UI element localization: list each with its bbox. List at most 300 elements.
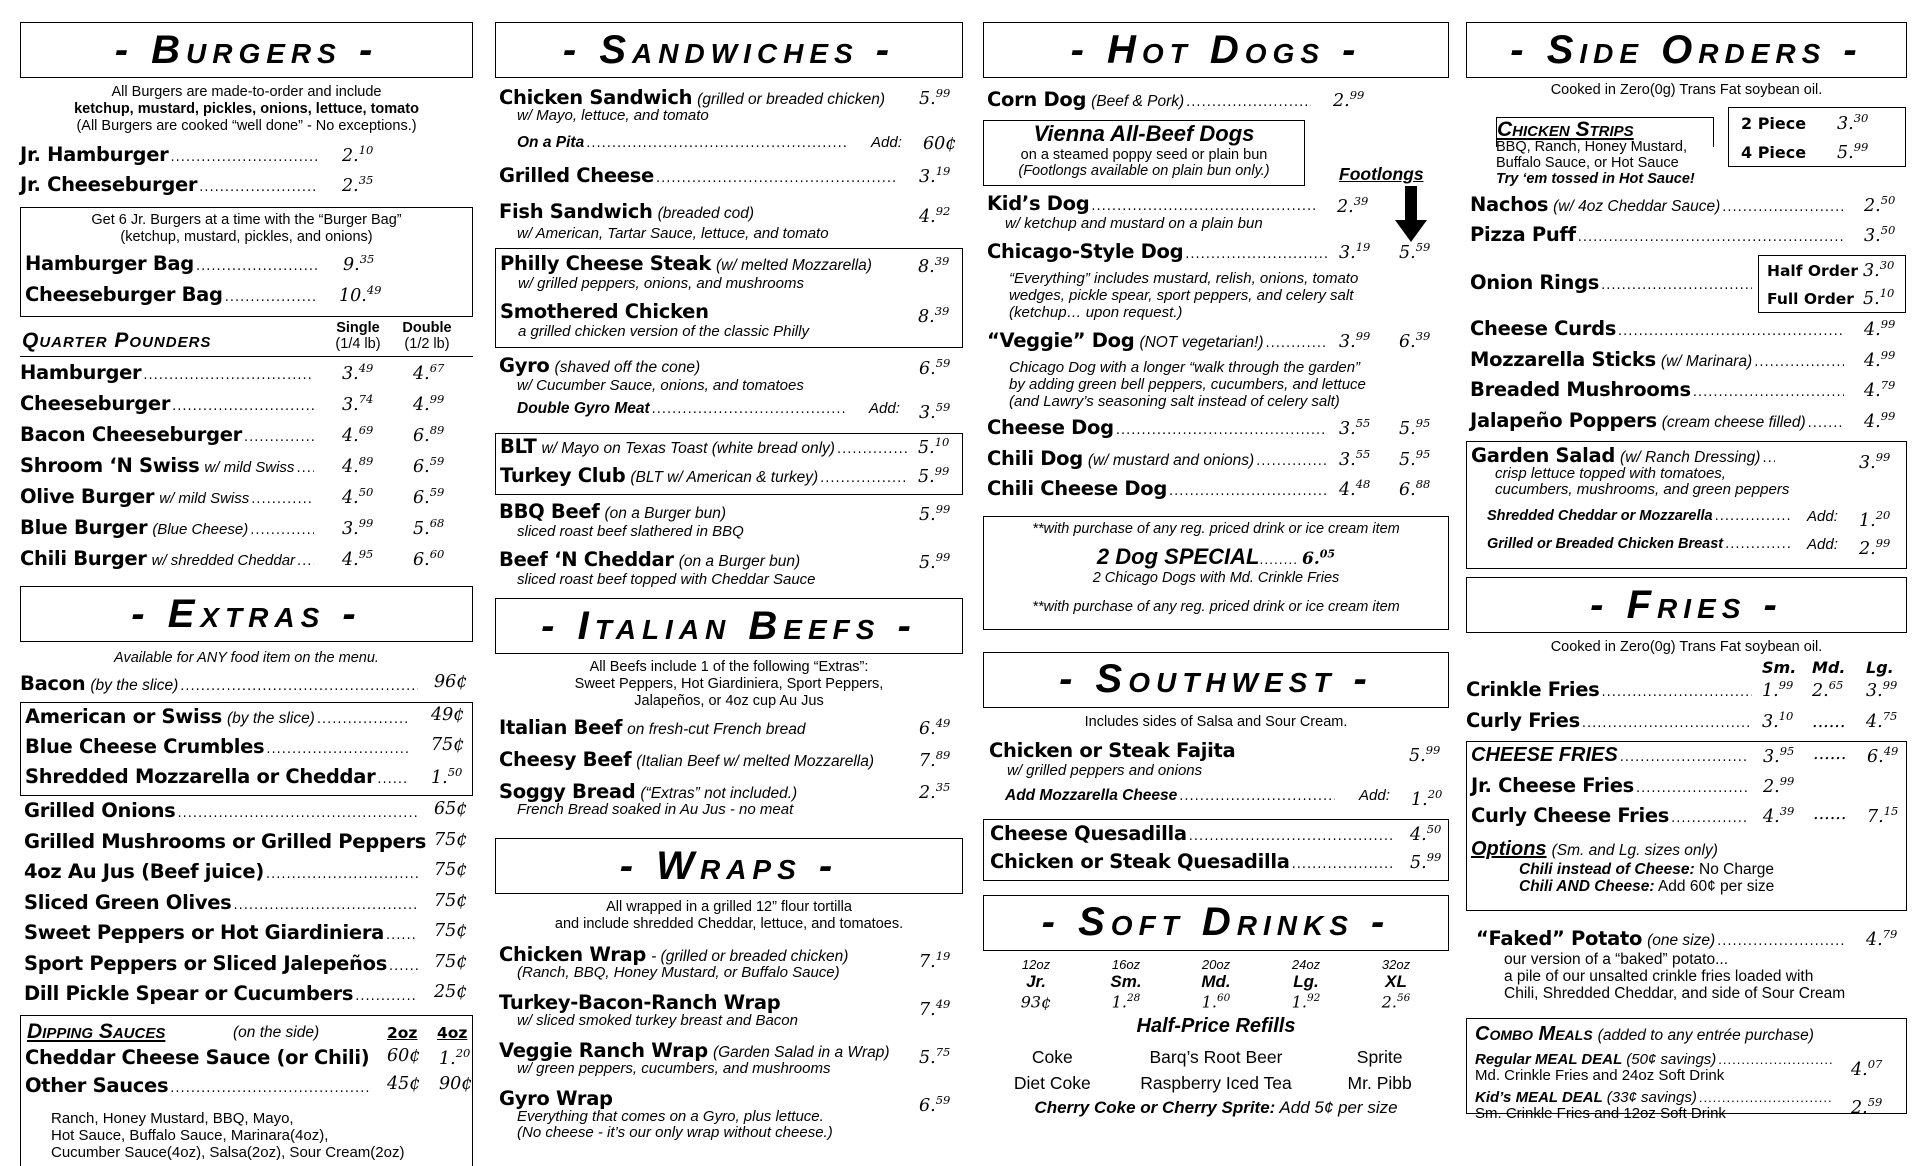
- faked-potato[interactable]: [1466, 927, 1907, 1002]
- menu-item-chicken-wrap[interactable]: [499, 943, 959, 981]
- item-name: Kid’s Dog: [987, 192, 1090, 215]
- item-desc: (w/ Ranch Dressing): [1620, 449, 1761, 466]
- extras-note: Available for ANY food item on the menu.: [114, 650, 379, 666]
- menu-item-soggy-bread[interactable]: [499, 780, 959, 806]
- dot-leader: [1754, 355, 1844, 370]
- menu-item-extra-grilled-mushrooms-or-grilled-peppers[interactable]: [24, 829, 468, 861]
- option-chili-instead[interactable]: [1519, 861, 1902, 878]
- menu-item-onion-rings[interactable]: [1470, 253, 1907, 315]
- item-price: [919, 780, 950, 803]
- item-name: Chili Burger: [20, 547, 147, 570]
- price-dollars: 5.: [1399, 242, 1416, 263]
- menu-item-crinkle-fries[interactable]: [1466, 678, 1898, 709]
- dot-leader: [266, 742, 409, 757]
- menu-item-bbq-beef[interactable]: [499, 500, 959, 524]
- price-cents: 99: [934, 464, 950, 478]
- fries-list: [1466, 678, 1907, 739]
- onion-rings-size-box: [1758, 255, 1906, 313]
- item-name: Sliced Green Olives: [24, 890, 232, 914]
- menu-item-other-sauces[interactable]: [25, 1073, 473, 1102]
- dot-leader: [1091, 199, 1315, 214]
- chicago-description: [987, 270, 1449, 321]
- price-dollars: 4.: [1864, 380, 1881, 401]
- menu-item-fish-sandwich[interactable]: [499, 200, 951, 227]
- menu-item-turkey-bacon-ranch-wrap[interactable]: [499, 991, 959, 1029]
- item-price: [1410, 822, 1441, 845]
- drink-flavor: Raspberry Iced Tea: [1140, 1072, 1292, 1093]
- item-price: [1863, 286, 1894, 309]
- dot-leader: [1620, 750, 1747, 765]
- menu-item-extra-sliced-green-olives[interactable]: [24, 890, 468, 922]
- combo-kid-s-meal-deal[interactable]: [1475, 1089, 1883, 1122]
- dot-leader: [1179, 789, 1335, 804]
- menu-item-italian-beef[interactable]: [499, 716, 959, 742]
- quarter-pounders-list: [20, 361, 473, 578]
- menu-item-fajita[interactable]: [989, 738, 1449, 766]
- item-price: [1864, 409, 1895, 432]
- price-cents: 49: [935, 997, 951, 1011]
- price-dollars: ......: [1812, 711, 1846, 732]
- price-cents: 99: [1875, 536, 1891, 550]
- item-price: [1333, 88, 1364, 111]
- menu-item-veggie-dog[interactable]: [987, 329, 1431, 359]
- price-small: [1763, 774, 1794, 797]
- item-price: [918, 254, 949, 277]
- dot-leader: [1671, 811, 1747, 826]
- add-label: Add:: [869, 400, 900, 417]
- menu-item-american-swiss[interactable]: [25, 705, 465, 735]
- price-cents: 95: [1415, 416, 1431, 430]
- price-cents: 89: [429, 423, 445, 437]
- dot-leader: [317, 712, 409, 727]
- sauce-list-line: Cucumber Sauce(4oz), Salsa(2oz), Sour Cream(2oz): [51, 1143, 405, 1161]
- item-price: [1864, 193, 1895, 216]
- price-cents: 35: [358, 173, 374, 187]
- menu-item-extra-sweet-peppers-or-hot-giardiniera[interactable]: [24, 921, 468, 952]
- price-dollars: 5.: [918, 466, 935, 487]
- faked-potato-desc: [1476, 951, 1907, 1002]
- item-desc: (Italian Beef w/ melted Mozzarella): [636, 753, 875, 770]
- item-price: [339, 283, 381, 306]
- price-dollars: 5.: [919, 1047, 936, 1068]
- add-label: Add:: [1807, 536, 1838, 553]
- item-price: 75¢: [431, 735, 465, 755]
- drink-flavors-row-1: [983, 1044, 1449, 1070]
- combo-regular-meal-deal[interactable]: [1475, 1051, 1883, 1084]
- menu-item-gyro-wrap[interactable]: [499, 1087, 959, 1141]
- price-dollars: 3.: [1866, 680, 1883, 701]
- item-name: Curly Fries: [1466, 708, 1580, 732]
- fries-size-headers: [1466, 656, 1907, 678]
- price-dollars: 3.: [342, 518, 359, 539]
- dot-leader: [1256, 454, 1327, 469]
- burgers-header: - Burgers -: [20, 22, 473, 78]
- option-chili-and-cheese[interactable]: [1519, 878, 1902, 895]
- drink-oz: 16oz: [1111, 956, 1141, 972]
- drink-size-label: Sm.: [1110, 971, 1142, 991]
- drink-oz: 12oz: [1021, 956, 1051, 972]
- dot-leader: [1718, 1052, 1833, 1068]
- menu-item-nachos[interactable]: [1470, 193, 1896, 223]
- menu-item-on-a-pita[interactable]: [499, 134, 957, 164]
- menu-item-cheddar-sauce[interactable]: [25, 1045, 471, 1074]
- price-dollars: 3.: [1837, 113, 1854, 134]
- item-name: Jalapeño Poppers: [1470, 408, 1657, 432]
- southwest-note: Includes sides of Salsa and Sour Cream.: [1084, 713, 1348, 730]
- burger-bag-note: (ketchup, mustard, pickles, and onions): [120, 229, 373, 245]
- price-cents: 20: [455, 1045, 471, 1060]
- item-sub: a grilled chicken version of the classic Philly: [518, 323, 809, 340]
- dot-leader: [1762, 451, 1775, 466]
- strips-2-piece[interactable]: [1729, 108, 1905, 137]
- dot-leader: [1715, 509, 1793, 524]
- menu-item-add-chicken-breast[interactable]: [1471, 536, 1891, 562]
- price-cents: 75: [935, 1045, 951, 1059]
- chicken-strips-area: [1466, 103, 1907, 185]
- menu-item-mozzarella-sticks[interactable]: [1470, 347, 1896, 379]
- price-cents: 79: [1880, 378, 1896, 392]
- price-dollars: 3.: [1763, 746, 1780, 767]
- item-desc: (Blue Cheese): [152, 521, 249, 538]
- item-price: [919, 550, 950, 573]
- drink-oz: 32oz: [1381, 956, 1411, 972]
- price-cents: 10: [1778, 708, 1794, 723]
- item-name: Grilled Cheese: [499, 164, 654, 187]
- item-name: Grilled Mushrooms or Grilled Peppers: [24, 829, 427, 853]
- price-dollars: 4.: [413, 394, 430, 415]
- item-price: [919, 949, 950, 972]
- price-cents: 55: [1355, 416, 1371, 430]
- menu-item-chicago-dog[interactable]: [987, 240, 1431, 270]
- size-label: Half Order: [1767, 262, 1858, 280]
- note-line: Jalapeños, or 4oz cup Au Jus: [634, 693, 824, 709]
- price-cents: 49: [935, 716, 951, 730]
- price-regular: [1339, 477, 1370, 500]
- item-price: [1851, 1094, 1882, 1116]
- dot-leader: [1808, 416, 1844, 431]
- price-dollars: 4.: [1410, 824, 1427, 845]
- item-price: [1859, 450, 1890, 473]
- item-price: 75¢: [434, 890, 468, 911]
- price-dollars: 4.: [1864, 411, 1881, 432]
- menu-item-blue-cheese-crumbles[interactable]: [25, 735, 465, 765]
- price-dollars: 6.: [413, 549, 430, 570]
- price-dollars: 6.: [919, 358, 936, 379]
- price-2oz: 60¢: [387, 1045, 421, 1066]
- options-title: Options: [1471, 838, 1547, 860]
- extras-list: [20, 799, 473, 1013]
- menu-item-hamburger-bag[interactable]: [25, 252, 375, 283]
- onion-rings-half[interactable]: [1759, 256, 1905, 284]
- menu-item-cheese-fries[interactable]: [1471, 744, 1899, 774]
- item-sub: w/ ketchup and mustard on a plain bun: [1005, 215, 1263, 232]
- item-desc: (w/ melted Mozzarella): [716, 257, 872, 274]
- combo-meals-desc: (added to any entrée purchase): [1597, 1027, 1814, 1044]
- price-cents: 30: [1879, 258, 1895, 272]
- price-dollars: 5.: [919, 552, 936, 573]
- price-cents: 99: [1779, 774, 1795, 788]
- menu-item-qp-bacon-cheeseburger[interactable]: [20, 423, 445, 454]
- dot-leader: [1169, 484, 1327, 499]
- chicken-strips-title: Chicken Strips: [1497, 118, 1634, 141]
- double-size-label: [395, 320, 459, 352]
- option-label: Chili AND Cheese:: [1519, 878, 1655, 895]
- menu-item-jr-cheese-fries[interactable]: [1471, 774, 1795, 804]
- menu-item-cheesy-beef[interactable]: [499, 748, 959, 774]
- item-name: On a Pita: [517, 134, 585, 151]
- vienna-note: (Footlongs available on plain bun only.): [1018, 163, 1270, 179]
- price-dollars: 1.: [1201, 991, 1217, 1011]
- vienna-box: [983, 120, 1305, 186]
- menu-item-qp-blue-burger[interactable]: [20, 516, 445, 547]
- menu-item-chili-cheese-dog[interactable]: [987, 477, 1431, 508]
- menu-item-extra-4oz-au-jus-beef-juice[interactable]: [24, 860, 468, 891]
- item-name: Chicken or Steak Fajita: [989, 738, 1236, 762]
- item-name: Dill Pickle Spear or Cucumbers: [24, 982, 354, 1005]
- dot-leader: [196, 259, 317, 274]
- price-footlong: [1399, 477, 1430, 500]
- onion-rings-full[interactable]: [1759, 284, 1905, 312]
- price-cents: 59: [935, 1093, 951, 1107]
- item-name: Pizza Puff: [1470, 223, 1576, 246]
- menu-item-double-gyro-meat[interactable]: [499, 400, 951, 430]
- menu-item-beef-n-cheddar[interactable]: [499, 548, 959, 572]
- price-dollars: 93¢: [1020, 991, 1052, 1011]
- item-name: Shredded Mozzarella or Cheddar: [25, 765, 376, 788]
- price-cents: 30: [1853, 111, 1869, 125]
- menu-item-cheese-curds[interactable]: [1470, 317, 1896, 348]
- item-sub: w/ green peppers, cucumbers, and mushrooms: [517, 1060, 831, 1077]
- price-cents: 59: [935, 356, 951, 370]
- price-cents: 39: [1779, 804, 1795, 818]
- item-name: Nachos: [1470, 193, 1549, 216]
- price-dollars: 6.: [1399, 479, 1416, 500]
- item-price: [342, 173, 373, 196]
- item-price: [919, 400, 950, 423]
- price-dollars: 3.: [919, 402, 936, 423]
- price-dollars: 3.: [1339, 242, 1356, 263]
- combo-meals-title: Combo Meals: [1475, 1023, 1593, 1045]
- dipping-sauces-heading: [25, 1018, 468, 1046]
- column-sides-fries: [1466, 22, 1907, 1122]
- menu-item-jr-cheeseburger[interactable]: [20, 173, 374, 203]
- hot-dogs-list: [987, 416, 1449, 508]
- menu-item-blt[interactable]: [500, 435, 950, 464]
- price-dollars: 4.: [342, 487, 359, 508]
- menu-item-qp-hamburger[interactable]: [20, 361, 445, 392]
- item-desc: (w/ 4oz Cheddar Sauce): [1553, 198, 1721, 215]
- menu-item-add-shredded-cheese[interactable]: [1471, 508, 1891, 536]
- menu-item-qp-olive-burger[interactable]: [20, 485, 445, 516]
- column-burgers-extras: [20, 22, 473, 1166]
- price-dollars: 7.: [1867, 806, 1884, 827]
- price-footlong: [1399, 240, 1430, 263]
- drink-price: [1176, 992, 1256, 1011]
- strips-4-piece[interactable]: [1729, 137, 1905, 166]
- price-dollars: 3.: [1339, 418, 1356, 439]
- item-sub: w/ grilled peppers, onions, and mushrooms: [518, 275, 804, 292]
- menu-item-extra-dill-pickle-spear-or-cucumbers[interactable]: [24, 982, 468, 1013]
- price-cents: 39: [1353, 194, 1369, 208]
- price-cents: 50: [1880, 223, 1896, 237]
- sandwiches-header: - Sandwiches -: [495, 22, 963, 78]
- item-name: Breaded Mushrooms: [1470, 378, 1691, 401]
- dot-leader: [1185, 247, 1327, 262]
- menu-item-veggie-ranch-wrap[interactable]: [499, 1039, 959, 1077]
- item-price: [431, 765, 462, 788]
- dot-leader: [1699, 1090, 1833, 1106]
- menu-item-shredded-cheese[interactable]: [25, 765, 463, 795]
- price-single: [342, 547, 373, 570]
- item-name: Turkey-Bacon-Ranch Wrap: [499, 991, 781, 1014]
- desc-line: by adding green bell peppers, cucumbers, and lettuce: [1009, 376, 1366, 393]
- item-name: Sweet Peppers or Hot Giardiniera: [24, 921, 384, 944]
- price-cents: 99: [1880, 347, 1896, 362]
- menu-item-chicken-steak-quesadilla[interactable]: [990, 849, 1442, 878]
- options-list: [1471, 861, 1902, 895]
- item-price: [918, 464, 949, 487]
- menu-item-jr-hamburger[interactable]: [20, 143, 374, 173]
- menu-item-philly-cheese-steak[interactable]: [500, 252, 958, 276]
- drink-size-sm[interactable]: [1086, 957, 1166, 1011]
- price-cents: 59: [1415, 240, 1431, 254]
- price-dollars: 3.: [1339, 449, 1356, 470]
- item-sub: French Bread soaked in Au Jus - no meat: [517, 801, 794, 818]
- price-small: [1763, 804, 1794, 827]
- desc-line: “Everything” includes mustard, relish, onions, tomato: [1009, 270, 1359, 287]
- menu-item-gyro[interactable]: [499, 354, 959, 378]
- menu-item-turkey-club[interactable]: [500, 464, 950, 493]
- menu-item-qp-cheeseburger[interactable]: [20, 392, 445, 423]
- price-dollars: 5.: [1837, 142, 1854, 163]
- drink-size-xl[interactable]: [1356, 957, 1436, 1011]
- dot-leader: [251, 492, 314, 507]
- item-name: Other Sauces: [25, 1073, 169, 1097]
- menu-item-cheese-quesadilla[interactable]: [990, 821, 1442, 850]
- item-name: Italian Beef: [499, 716, 623, 739]
- price-dollars: 4.: [919, 206, 936, 227]
- price-dollars: 2.: [1812, 680, 1829, 701]
- item-price: [919, 502, 950, 525]
- price-dollars: 2.: [1763, 776, 1780, 797]
- options-desc: (Sm. and Lg. sizes only): [1551, 842, 1718, 859]
- options-row: [1471, 838, 1902, 861]
- price-cents: 59: [935, 400, 951, 414]
- dot-leader: [1693, 385, 1844, 400]
- column-sandwiches: [495, 22, 963, 1141]
- menu-item-extra-sport-peppers-or-sliced-jalepe-os[interactable]: [24, 951, 468, 983]
- drink-size-md[interactable]: [1176, 957, 1256, 1011]
- special-title-row: [984, 544, 1448, 570]
- item-price: 75¢: [434, 829, 468, 850]
- price-cents: 99: [1349, 88, 1365, 102]
- dot-leader: [377, 772, 409, 787]
- item-desc: (NOT vegetarian!): [1139, 334, 1264, 351]
- chicken-strips-price-box: [1728, 107, 1906, 167]
- menu-item-bacon[interactable]: [20, 672, 468, 702]
- hot-dogs-header: - Hot Dogs -: [983, 22, 1449, 78]
- item-price: [919, 997, 950, 1020]
- price-cents: 39: [934, 254, 950, 268]
- burgers-note-line: (All Burgers are cooked “well done” - No exceptions.): [76, 118, 417, 134]
- menu-item-garden-salad[interactable]: [1471, 444, 1891, 473]
- menu-item-curly-fries[interactable]: [1466, 708, 1898, 740]
- menu-item-pizza-puff[interactable]: [1470, 223, 1896, 253]
- dot-leader: [1292, 857, 1392, 872]
- option-value: Add 60¢ per size: [1657, 878, 1775, 895]
- price-dollars: 3.: [342, 394, 359, 415]
- price-cents: 20: [1427, 786, 1443, 801]
- menu-item-kids-dog[interactable]: [987, 192, 1369, 217]
- drink-size-lg[interactable]: [1266, 957, 1346, 1011]
- menu-item-cheese-dog[interactable]: [987, 416, 1431, 447]
- menu-item-smothered-chicken[interactable]: [500, 300, 958, 327]
- item-price: [1859, 508, 1890, 531]
- combo-list: [1475, 1052, 1898, 1122]
- dot-leader: [386, 928, 418, 943]
- menu-item-cheeseburger-bag[interactable]: [25, 283, 382, 314]
- dot-leader: [1601, 685, 1752, 700]
- menu-item-breaded-mushrooms[interactable]: [1470, 378, 1896, 409]
- price-cents: 99: [1880, 408, 1896, 423]
- item-price: [919, 1093, 950, 1116]
- item-name: Grilled Onions: [24, 799, 176, 822]
- item-name: Fish Sandwich: [499, 200, 653, 223]
- italian-beefs-list: [495, 716, 963, 818]
- item-desc: (by the slice): [90, 677, 179, 694]
- item-price: [919, 86, 950, 109]
- item-price: 96¢: [434, 672, 468, 692]
- dot-leader: [586, 136, 847, 151]
- price-dollars: 2.: [1337, 196, 1354, 217]
- item-desc: w/ shredded Cheddar: [151, 552, 296, 569]
- burger-bag-box: [20, 207, 473, 317]
- menu-item-qp-shroom-n-swiss[interactable]: [20, 454, 445, 485]
- price-double: [413, 547, 444, 570]
- dot-leader: [244, 430, 314, 445]
- menu-item-chili-dog[interactable]: [987, 446, 1431, 478]
- price-dollars: 3.: [919, 166, 936, 187]
- menu-item-grilled-cheese[interactable]: [499, 164, 951, 194]
- price-cents: 50: [447, 765, 463, 779]
- price-cents: 99: [1880, 317, 1896, 331]
- dot-leader: [225, 290, 317, 305]
- drink-flavor: Sprite: [1356, 1046, 1403, 1067]
- menu-item-corn-dog[interactable]: [983, 88, 1365, 116]
- price-large: [1867, 804, 1898, 827]
- menu-item-add-mozzarella[interactable]: [989, 786, 1443, 815]
- item-name: Olive Burger: [20, 485, 155, 508]
- note-line: Sweet Peppers, Hot Giardiniera, Sport Peppers,: [574, 676, 884, 692]
- drink-flavor: Mr. Pibb: [1347, 1072, 1412, 1093]
- menu-item-chicken-sandwich[interactable]: [499, 86, 951, 109]
- desc-line: a pile of our unsalted crinkle fries loaded with: [1504, 968, 1814, 985]
- dot-leader: [1186, 95, 1311, 110]
- price-large: [1866, 678, 1897, 701]
- menu-item-qp-chili-burger[interactable]: [20, 547, 445, 578]
- price-footlong: [1399, 329, 1430, 352]
- price-large: [1866, 709, 1897, 732]
- menu-item-jalape-o-poppers[interactable]: [1470, 408, 1896, 440]
- menu-item-extra-grilled-onions[interactable]: [24, 799, 468, 830]
- combo-sub: Sm. Crinkle Fries and 12oz Soft Drink: [1475, 1105, 1726, 1122]
- burgers-note-line: All Burgers are made-to-order and include: [111, 84, 382, 100]
- cherry-add: Add 5¢ per size: [1279, 1097, 1398, 1117]
- drink-size-jr[interactable]: [996, 957, 1076, 1011]
- dot-leader: [1722, 200, 1844, 215]
- price-dollars: 8.: [918, 306, 935, 327]
- menu-item-curly-cheese-fries[interactable]: [1471, 804, 1899, 834]
